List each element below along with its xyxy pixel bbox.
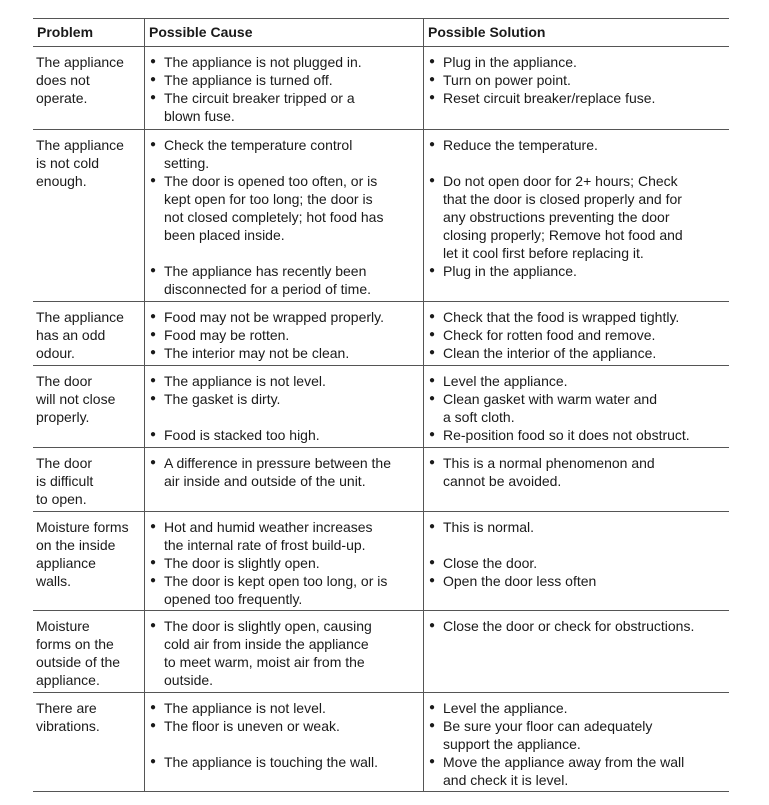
problem-cell: Moisture forms on the outside of the appliance. (36, 618, 121, 688)
header-problem: Problem (37, 24, 94, 40)
problem-cell: There are vibrations. (36, 700, 100, 734)
cause-item: ● The appliance is not plugged in. (150, 53, 419, 71)
cause-cell (144, 448, 423, 511)
cause-item: ● The door is slightly open, causing cold air from inside the appliance to meet warm, moist air from the outside. (150, 617, 419, 689)
troubleshooting-table (33, 18, 729, 792)
cause-item: ● Food may be rotten. (150, 326, 419, 344)
table-header-row (33, 19, 729, 47)
cause-cell (144, 302, 423, 365)
solution-item: ● Open the door less often (429, 572, 725, 590)
cause-item: ● Food may not be wrapped properly. (150, 308, 419, 326)
solution-item: ● Reduce the temperature. (429, 136, 725, 154)
solution-item: ● Re-position food so it does not obstruct. (429, 426, 725, 444)
table-row (33, 448, 729, 512)
solution-item: ● Level the appliance. (429, 372, 725, 390)
table-row (33, 611, 729, 693)
cause-cell (144, 130, 423, 301)
table-row (33, 693, 729, 792)
solution-item: ● Turn on power point. (429, 71, 725, 89)
cause-cell (144, 366, 423, 447)
solution-cell (423, 130, 729, 301)
solution-item: ● Do not open door for 2+ hours; Check that the door is closed properly and for any obstructions preventing the door closing properly; Remove hot food and let it cool first before replacing it. (429, 172, 725, 262)
solution-item: ● Close the door. (429, 554, 725, 572)
solution-item: ● Reset circuit breaker/replace fuse. (429, 89, 725, 107)
cause-item: ● The floor is uneven or weak. (150, 717, 419, 735)
cause-cell (144, 611, 423, 692)
cause-item: ● The appliance is turned off. (150, 71, 419, 89)
cause-item: ● The door is slightly open. (150, 554, 419, 572)
table-row (33, 302, 729, 366)
cause-item: ● Check the temperature control setting. (150, 136, 419, 172)
header-possible-cause: Possible Cause (144, 19, 423, 46)
cause-item: ● The door is opened too often, or is kept open for too long; the door is not closed completely; hot food has been placed inside. (150, 172, 419, 244)
problem-cell: The door is difficult to open. (36, 455, 94, 507)
table-row (33, 512, 729, 611)
cause-cell (144, 47, 423, 129)
header-possible-solution: Possible Solution (423, 19, 729, 46)
problem-cell: The appliance does not operate. (36, 54, 124, 106)
table-row (33, 47, 729, 130)
solution-cell (423, 693, 729, 791)
solution-item: ● Level the appliance. (429, 699, 725, 717)
solution-cell (423, 448, 729, 511)
table-row (33, 130, 729, 302)
solution-item: ● Close the door or check for obstructions. (429, 617, 725, 635)
solution-item: ● Check that the food is wrapped tightly. (429, 308, 725, 326)
cause-item: ● The door is kept open too long, or is opened too frequently. (150, 572, 419, 608)
solution-cell (423, 47, 729, 129)
problem-cell: The appliance is not cold enough. (36, 137, 124, 189)
cause-item: ● A difference in pressure between the air inside and outside of the unit. (150, 454, 419, 490)
cause-item: ● The appliance is not level. (150, 699, 419, 717)
problem-cell: Moisture forms on the inside appliance walls. (36, 519, 129, 589)
table-row (33, 366, 729, 448)
problem-cell: The door will not close properly. (36, 373, 116, 425)
cause-item: ● Hot and humid weather increases the internal rate of frost build-up. (150, 518, 419, 554)
solution-item: ● Plug in the appliance. (429, 53, 725, 71)
solution-item: ● This is normal. (429, 518, 725, 536)
solution-item: ● Be sure your floor can adequately support the appliance. (429, 717, 725, 753)
cause-cell (144, 693, 423, 791)
solution-item: ● Plug in the appliance. (429, 262, 725, 280)
cause-item: ● The appliance is not level. (150, 372, 419, 390)
cause-item: ● The appliance has recently been disconnected for a period of time. (150, 262, 419, 298)
cause-item: ● The gasket is dirty. (150, 390, 419, 408)
solution-item: ● Clean the interior of the appliance. (429, 344, 725, 362)
cause-item: ● The appliance is touching the wall. (150, 753, 419, 771)
cause-item: ● Food is stacked too high. (150, 426, 419, 444)
solution-cell (423, 611, 729, 692)
solution-item: ● Check for rotten food and remove. (429, 326, 725, 344)
cause-item: ● The circuit breaker tripped or a blown fuse. (150, 89, 419, 125)
solution-item: ● Move the appliance away from the wall and check it is level. (429, 753, 725, 789)
solution-cell (423, 512, 729, 610)
solution-cell (423, 302, 729, 365)
solution-item: ● Clean gasket with warm water and a soft cloth. (429, 390, 725, 426)
solution-item: ● This is a normal phenomenon and cannot be avoided. (429, 454, 725, 490)
problem-cell: The appliance has an odd odour. (36, 309, 124, 361)
cause-item: ● The interior may not be clean. (150, 344, 419, 362)
solution-cell (423, 366, 729, 447)
cause-cell (144, 512, 423, 610)
